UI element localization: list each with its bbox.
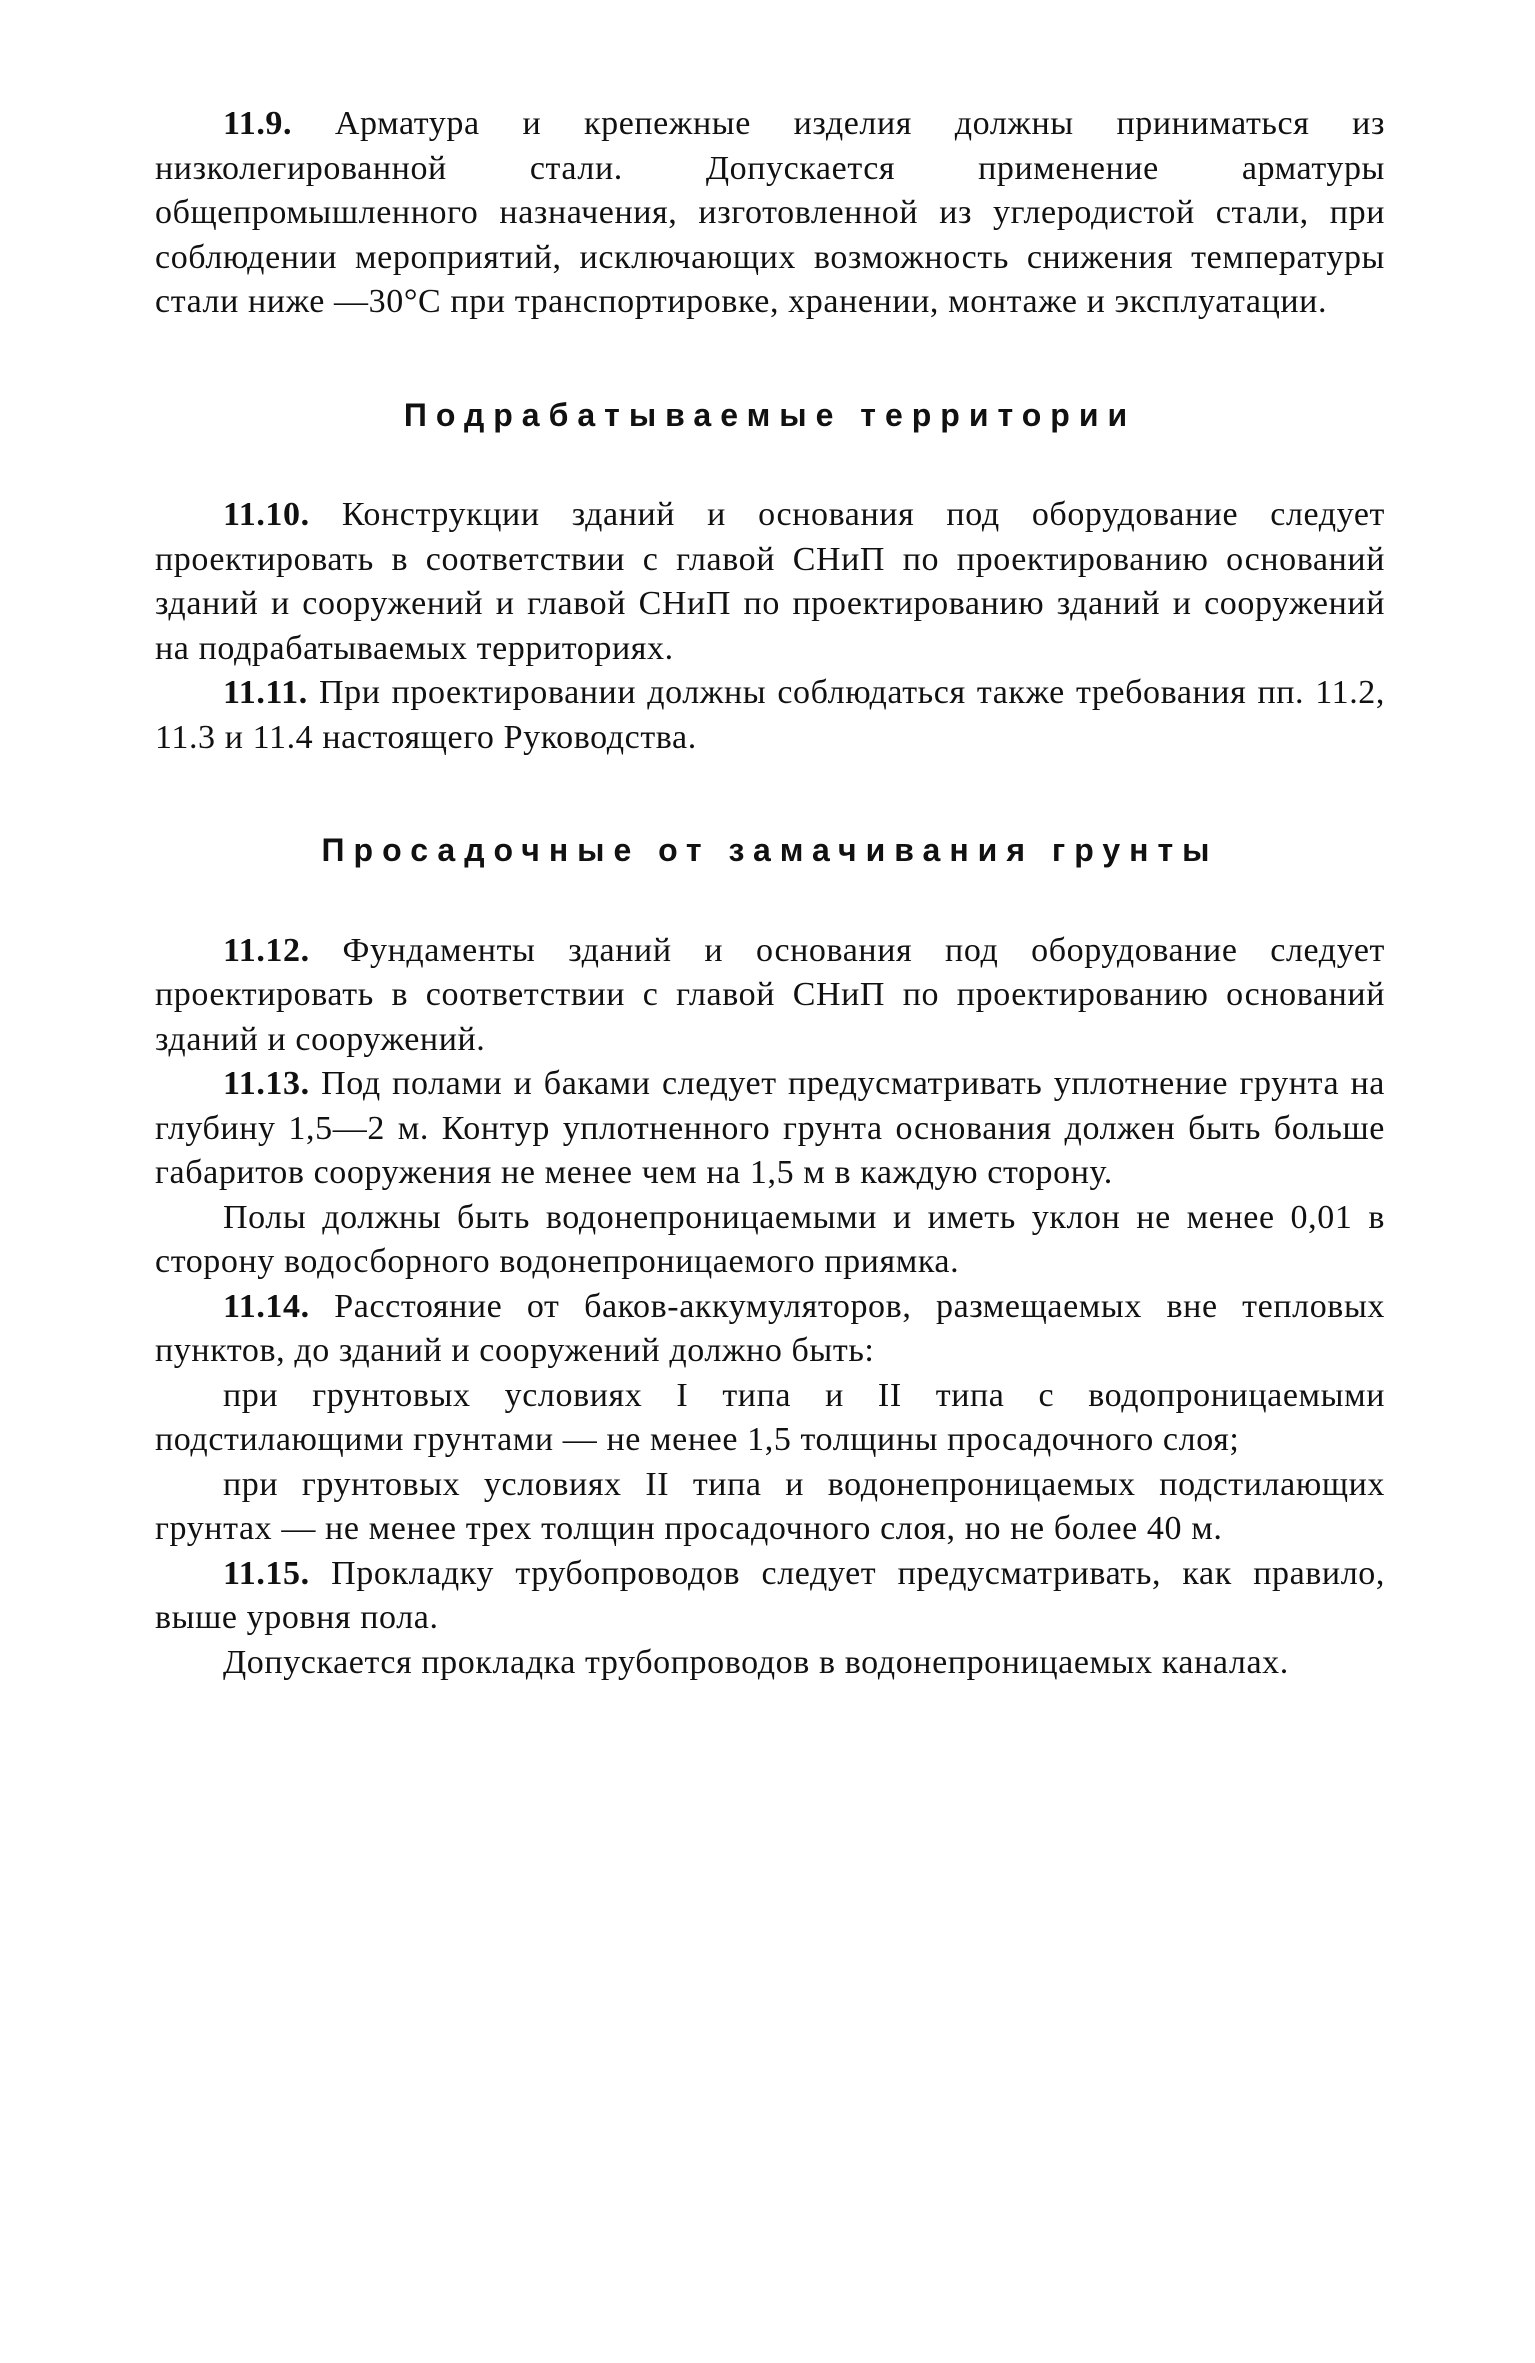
paragraph-11-13 (155, 1062, 1385, 1196)
clause-text: Под полами и баками следует предусматривать уплотнение грунта на глубину 1,5—2 м. Контур уплотненного грунта основания должен быть больше габаритов сооружения не менее чем на 1,5 м в каждую сторону. (155, 1065, 1385, 1191)
paragraph-11-9 (155, 102, 1385, 325)
paragraph-11-11 (155, 671, 1385, 760)
clause-text: Прокладку трубопроводов следует предусматривать, как правило, выше уровня пола. (155, 1554, 1385, 1636)
paragraph-11-15 (155, 1552, 1385, 1641)
clause-text: Фундаменты зданий и основания под оборудование следует проектировать в соответствии с главой СНиП по проектированию оснований зданий и сооружений. (155, 931, 1385, 1058)
clause-number: 11.15. (223, 1554, 310, 1592)
clause-text: Расстояние от баков-аккумуляторов, размещаемых вне тепловых пунктов, до зданий и сооружений должно быть: (155, 1287, 1385, 1369)
document-page (155, 102, 1385, 1685)
list-item-type-1: при грунтовых условиях I типа и II типа с водопроницаемыми подстилающими грунтами — не менее 1,5 толщины просадочного слоя; (155, 1376, 1385, 1458)
section-heading-subsiding-soils: Просадочные от замачивания грунты (321, 832, 1219, 868)
paragraph-11-14 (155, 1285, 1385, 1374)
clause-number: 11.13. (223, 1065, 310, 1102)
clause-number: 11.10. (223, 496, 310, 533)
clause-number: 11.12. (223, 931, 310, 969)
paragraph-11-15-channels: Допускается прокладка трубопроводов в водонепроницаемых каналах. (223, 1643, 1289, 1681)
paragraph-11-12 (155, 929, 1385, 1063)
clause-number: 11.14. (223, 1287, 310, 1325)
clause-number: 11.11. (223, 674, 308, 711)
list-item-type-2: при грунтовых условиях II типа и водонепроницаемых подстилающих грунтах — не менее трех толщин просадочного слоя, но не более 40 м. (155, 1465, 1385, 1547)
paragraph-11-13-floors: Полы должны быть водонепроницаемыми и иметь уклон не менее 0,01 в сторону водосборного водонепроницаемого приямка. (155, 1198, 1385, 1280)
clause-text: При проектировании должны соблюдаться также требования пп. 11.2, 11.3 и 11.4 настоящего Руководства. (155, 674, 1385, 756)
clause-text: Конструкции зданий и основания под оборудование следует проектировать в соответствии с главой СНиП по проектированию оснований зданий и сооружений и главой СНиП по проектированию зданий и сооружений на подрабатываемых территориях. (155, 496, 1385, 667)
clause-number: 11.9. (223, 105, 293, 142)
section-heading-undermined-territories: Подрабатываемые территории (403, 396, 1137, 433)
clause-text: Арматура и крепежные изделия должны приниматься из низколегированной стали. Допускается применение арматуры общепромышленного назначения, изготовленной из углеродистой стали, при соблюдении мероприятий, исключающих возможность снижения температуры стали ниже —30°С при транспортировке, хранении, монтаже и эксплуатации. (155, 105, 1385, 320)
paragraph-11-10 (155, 493, 1385, 671)
